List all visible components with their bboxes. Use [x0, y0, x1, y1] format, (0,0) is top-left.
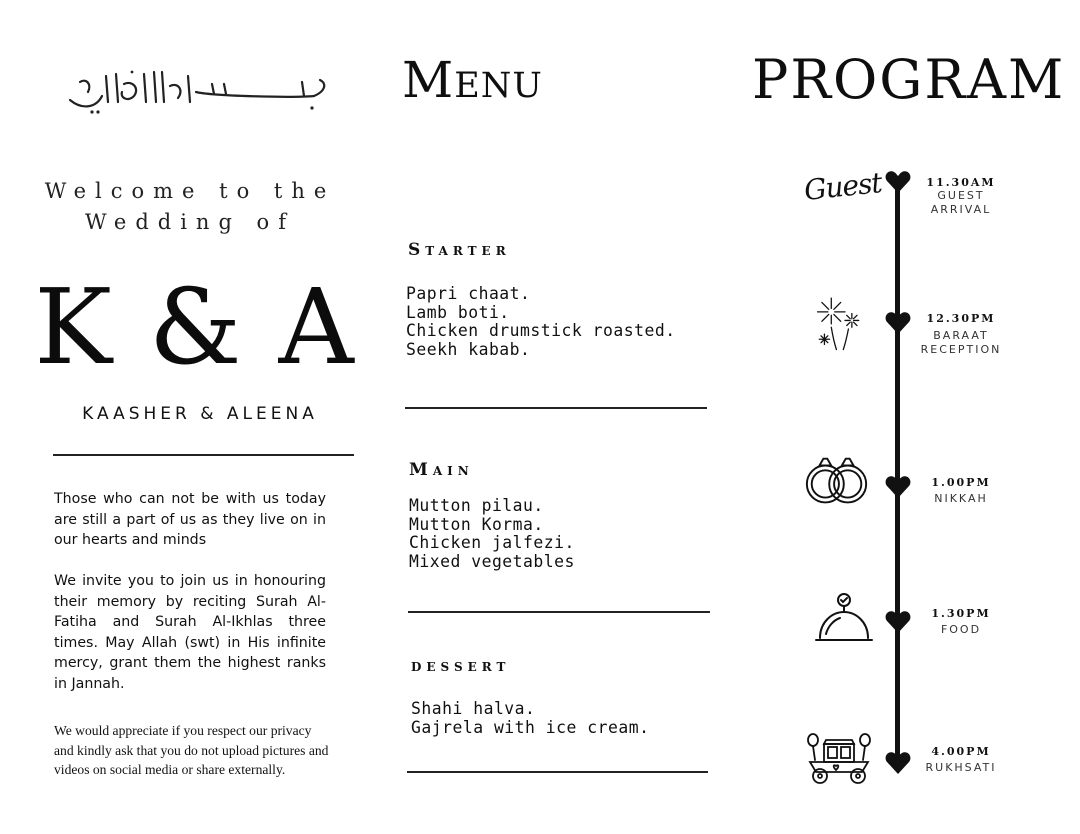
dessert-divider — [407, 771, 708, 773]
couple-initials: K & A — [34, 266, 356, 388]
event-name: RUKHSATI — [925, 761, 997, 774]
starter-list — [406, 285, 676, 359]
guest-script-icon: Guest — [802, 166, 884, 207]
starter-divider — [405, 407, 707, 409]
menu-item: Gajrela with ice cream. — [411, 717, 650, 737]
main-title: Main — [409, 460, 474, 480]
event-time: 12.30PM — [926, 312, 996, 325]
main-divider — [408, 611, 710, 613]
event-name: GUEST ARRIVAL — [930, 189, 992, 216]
event-name: BARAAT RECEPTION — [920, 329, 1002, 356]
starter-title: Starter — [408, 240, 511, 260]
fireworks-icon — [804, 293, 874, 353]
menu-item: Chicken drumstick roasted. — [406, 321, 676, 340]
dessert-list — [411, 700, 649, 737]
couple-names: KAASHER & ALEENA — [82, 404, 318, 424]
carriage-icon — [804, 728, 874, 788]
rings-icon — [802, 452, 872, 512]
dessert-title: dessert — [411, 656, 511, 676]
bismillah-calligraphy-icon — [62, 62, 332, 120]
event-time: 11.30AM — [926, 176, 996, 189]
menu-item: Mutton Korma. — [409, 514, 544, 534]
menu-title: Menu — [402, 51, 543, 109]
program-title: PROGRAM — [752, 48, 1066, 111]
main-list — [409, 497, 575, 571]
privacy-note: We would appreciate if you respect our privacy and kindly ask that you do not upload pictures and videos on social media or share externally. — [54, 723, 329, 777]
menu-item: Chicken jalfezi. — [409, 533, 575, 552]
welcome-text: Welcome to the Wedding of — [44, 179, 336, 234]
event-name: NIKKAH — [934, 492, 988, 505]
event-time: 1.00PM — [931, 476, 991, 489]
menu-item: Mixed vegetables — [409, 551, 575, 571]
menu-item: Mutton pilau. — [409, 496, 544, 515]
menu-item: Shahi halva. — [411, 699, 536, 718]
menu-item: Seekh kabab. — [406, 339, 531, 359]
event-time: 1.30PM — [931, 607, 991, 620]
event-name: FOOD — [940, 623, 982, 636]
menu-item: Papri chaat. — [406, 284, 531, 303]
timeline-line — [895, 182, 900, 764]
menu-item: Lamb boti. — [406, 302, 510, 322]
memorial-paragraph-2: We invite you to join us in honouring their memory by reciting Surah Al-Fatiha and Surah Al-Ikhlas three times. May Allah (swt) in His infinite mercy, grant them the highest ranks in Jannah. — [54, 573, 326, 692]
event-time: 4.00PM — [931, 745, 991, 758]
memorial-paragraph-1: Those who can not be with us today are still a part of us as they live on in our hearts and minds — [54, 491, 326, 548]
left-divider — [53, 454, 354, 456]
cloche-icon — [810, 590, 880, 650]
